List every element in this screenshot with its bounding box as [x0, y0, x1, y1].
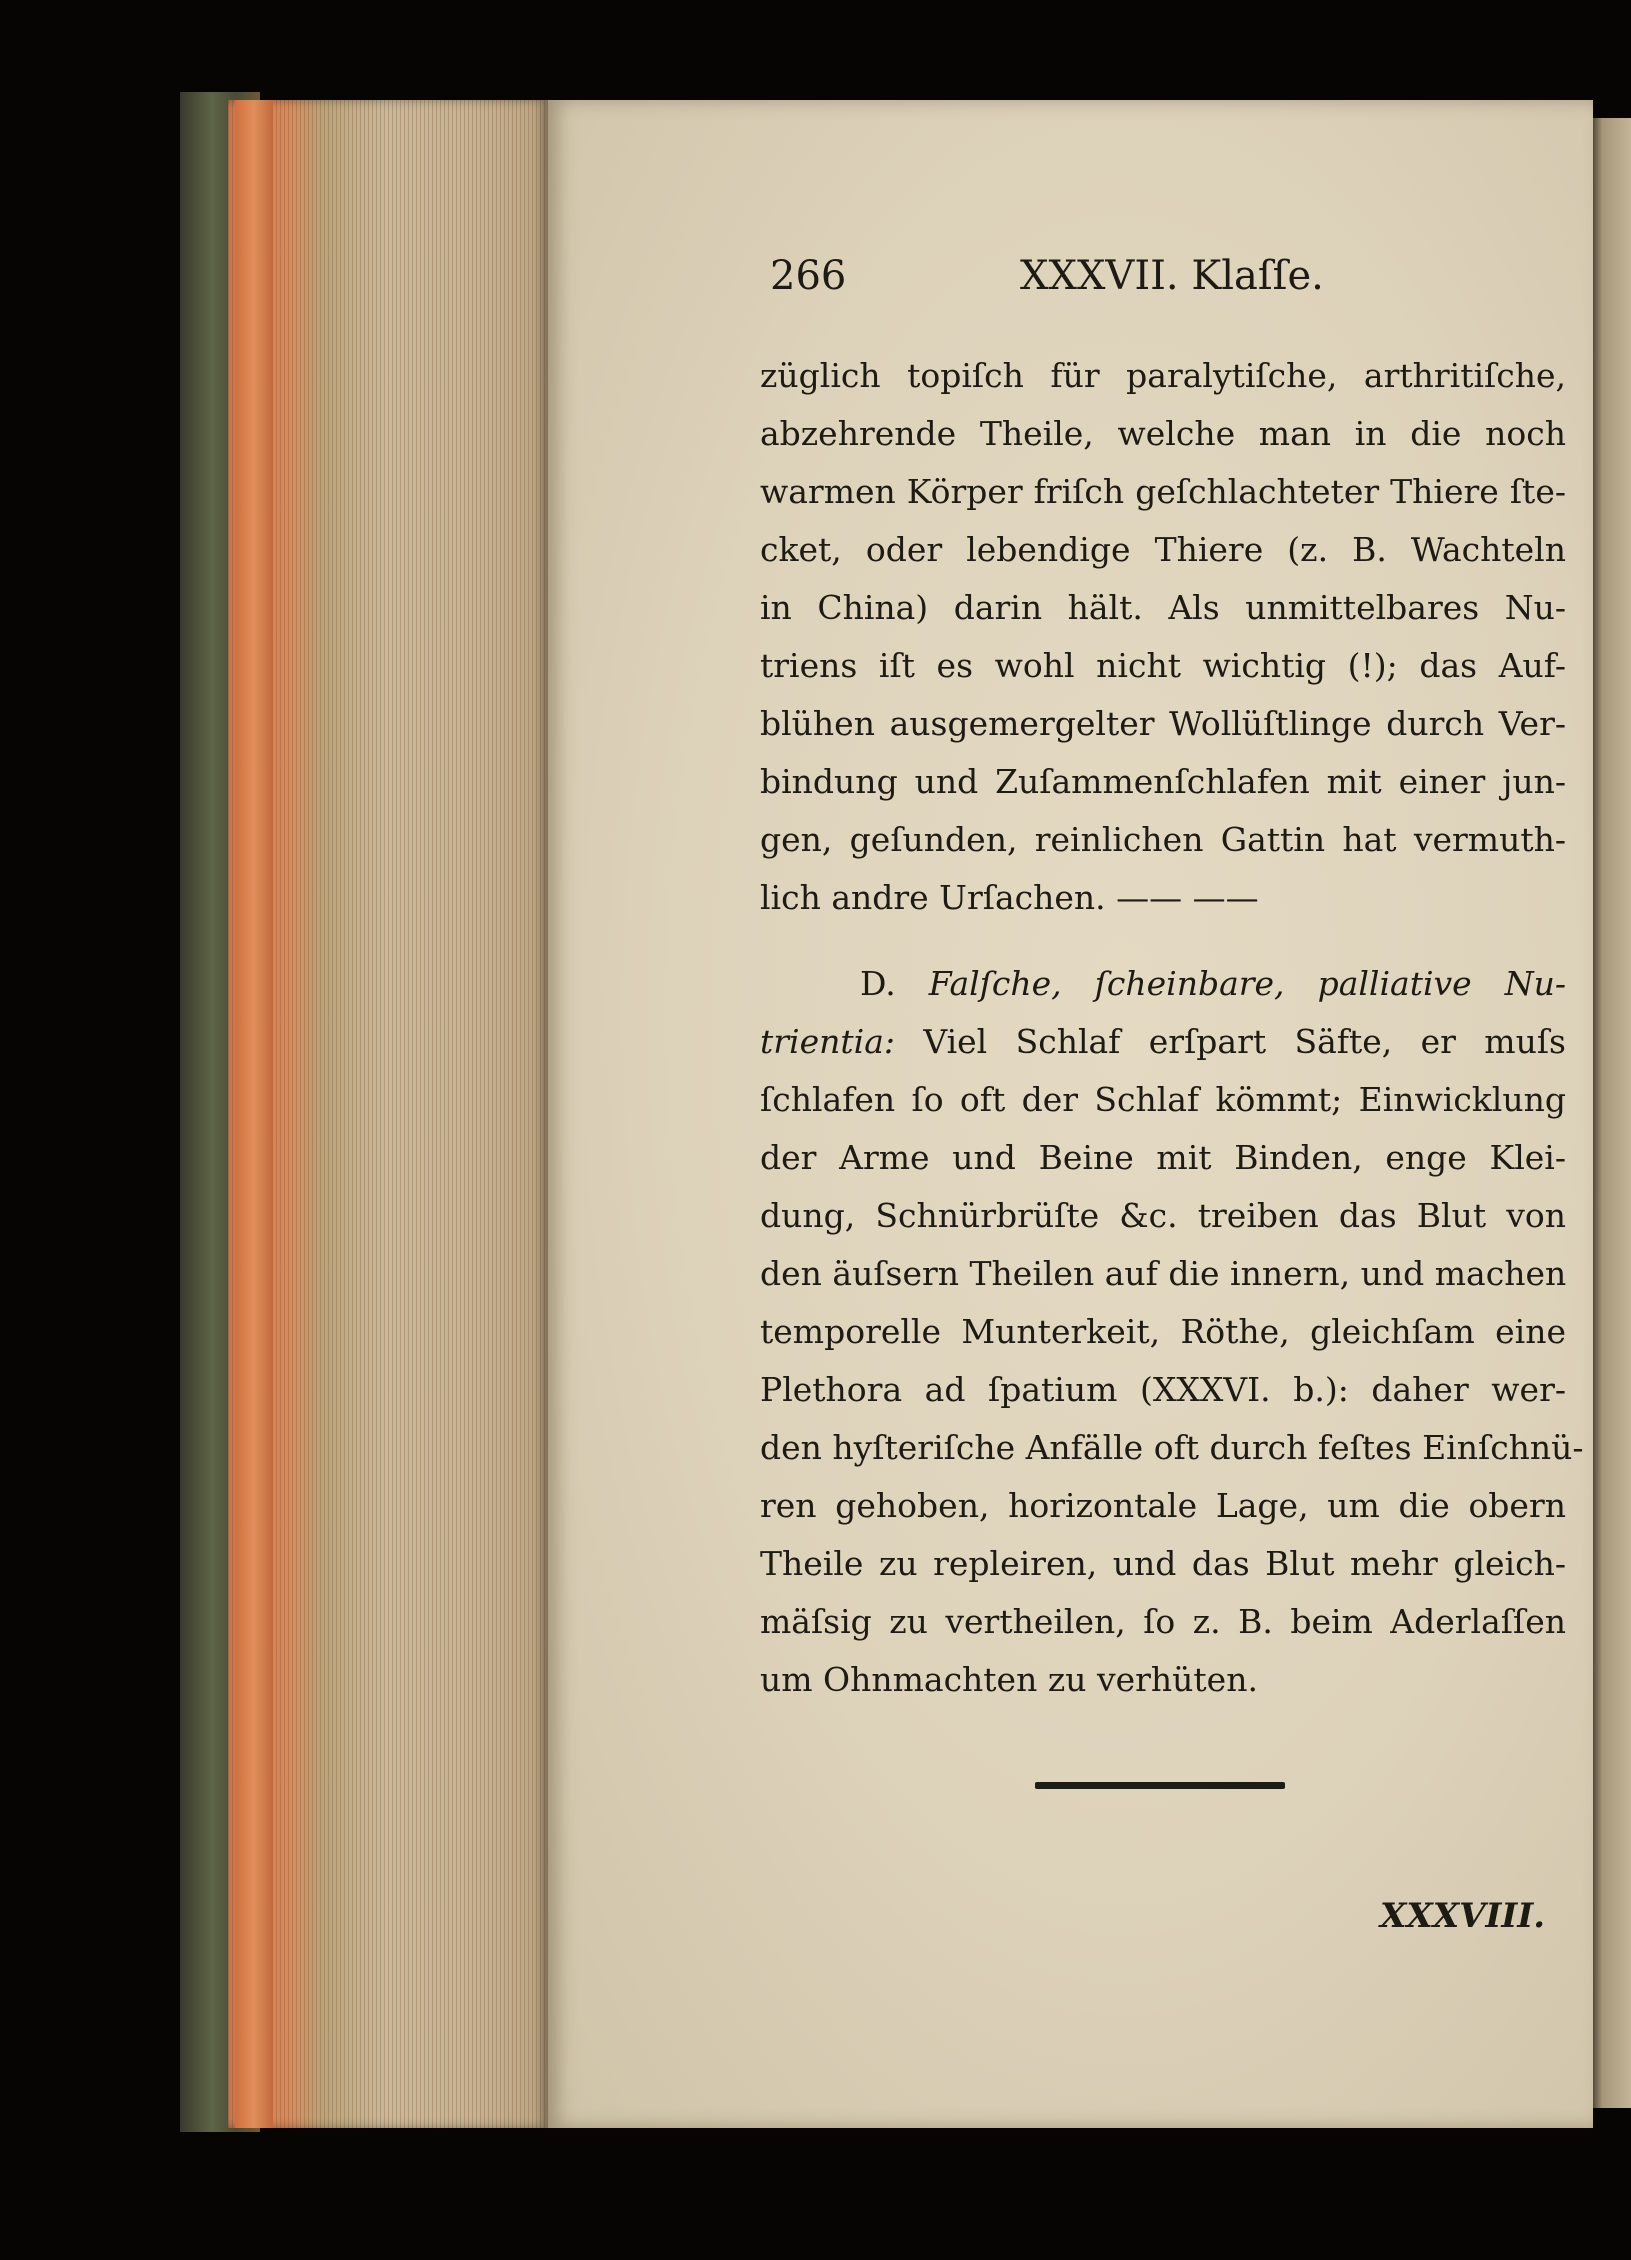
text-line: dung, Schnürbrüſte &c. treiben das Blut von [760, 1196, 1566, 1235]
text-line: abzehrende Theile, welche man in die noch [760, 414, 1566, 453]
running-head: XXXVII. Klaſſe. [1020, 253, 1324, 299]
text-line: lich andre Urſachen. —— —— [760, 878, 1259, 917]
text-line [760, 1016, 1566, 1068]
text-line: temporelle Munterkeit, Röthe, gleichſam eine [760, 1312, 1566, 1351]
text-line: ſchlafen ſo oft der Schlaf kömmt; Einwicklung [760, 1080, 1566, 1119]
text-line: Theile zu repleiren, und das Blut mehr gleich- [760, 1544, 1566, 1583]
text-line: cket, oder lebendige Thiere (z. B. Wachteln [760, 530, 1566, 569]
facing-page-edge [1590, 118, 1631, 2108]
catchword: XXXVIII. [1380, 1896, 1546, 1936]
section-title-italic-cont: trientia: [760, 1022, 895, 1061]
text-line: Plethora ad ſpatium (XXXVI. b.): daher wer- [760, 1370, 1566, 1409]
red-edge-stripe [235, 100, 273, 2128]
page-number: 266 [770, 253, 847, 299]
text-line: bindung und Zuſammenſchlafen mit einer jun- [760, 762, 1566, 801]
text-line: triens iſt es wohl nicht wichtig (!); das Auf- [760, 646, 1566, 685]
text-line: der Arme und Beine mit Binden, enge Klei- [760, 1138, 1566, 1177]
text-line: blühen ausgemergelter Wollüſtlinge durch Ver- [760, 704, 1566, 743]
text-line: mäſsig zu vertheilen, ſo z. B. beim Aderlaſſen [760, 1602, 1566, 1641]
text-line: warmen Körper friſch geſchlachteter Thiere ſte- [760, 472, 1566, 511]
section-heading [860, 958, 1566, 1010]
text-line: züglich topiſch für paralytiſche, arthritiſche, [760, 356, 1566, 395]
section-end-rule [1035, 1782, 1285, 1789]
page-block-edges [228, 100, 548, 2128]
text-line: gen, geſunden, reinlichen Gattin hat vermuth- [760, 820, 1566, 859]
text-line: in China) darin hält. Als unmittelbares Nu- [760, 588, 1566, 627]
text-span: Viel Schlaf erſpart Säfte, er muſs [894, 1022, 1566, 1061]
text-line: ren gehoben, horizontale Lage, um die obern [760, 1486, 1566, 1525]
text-line: den hyſteriſche Anfälle oft durch feſtes Einſchnü- [760, 1428, 1584, 1467]
text-line: den äuſsern Theilen auf die innern, und machen [760, 1254, 1567, 1293]
section-letter: D. [860, 964, 929, 1003]
text-line: um Ohnmachten zu verhüten. [760, 1660, 1258, 1699]
section-title-italic: Falſche, ſcheinbare, palliative Nu- [928, 964, 1566, 1003]
